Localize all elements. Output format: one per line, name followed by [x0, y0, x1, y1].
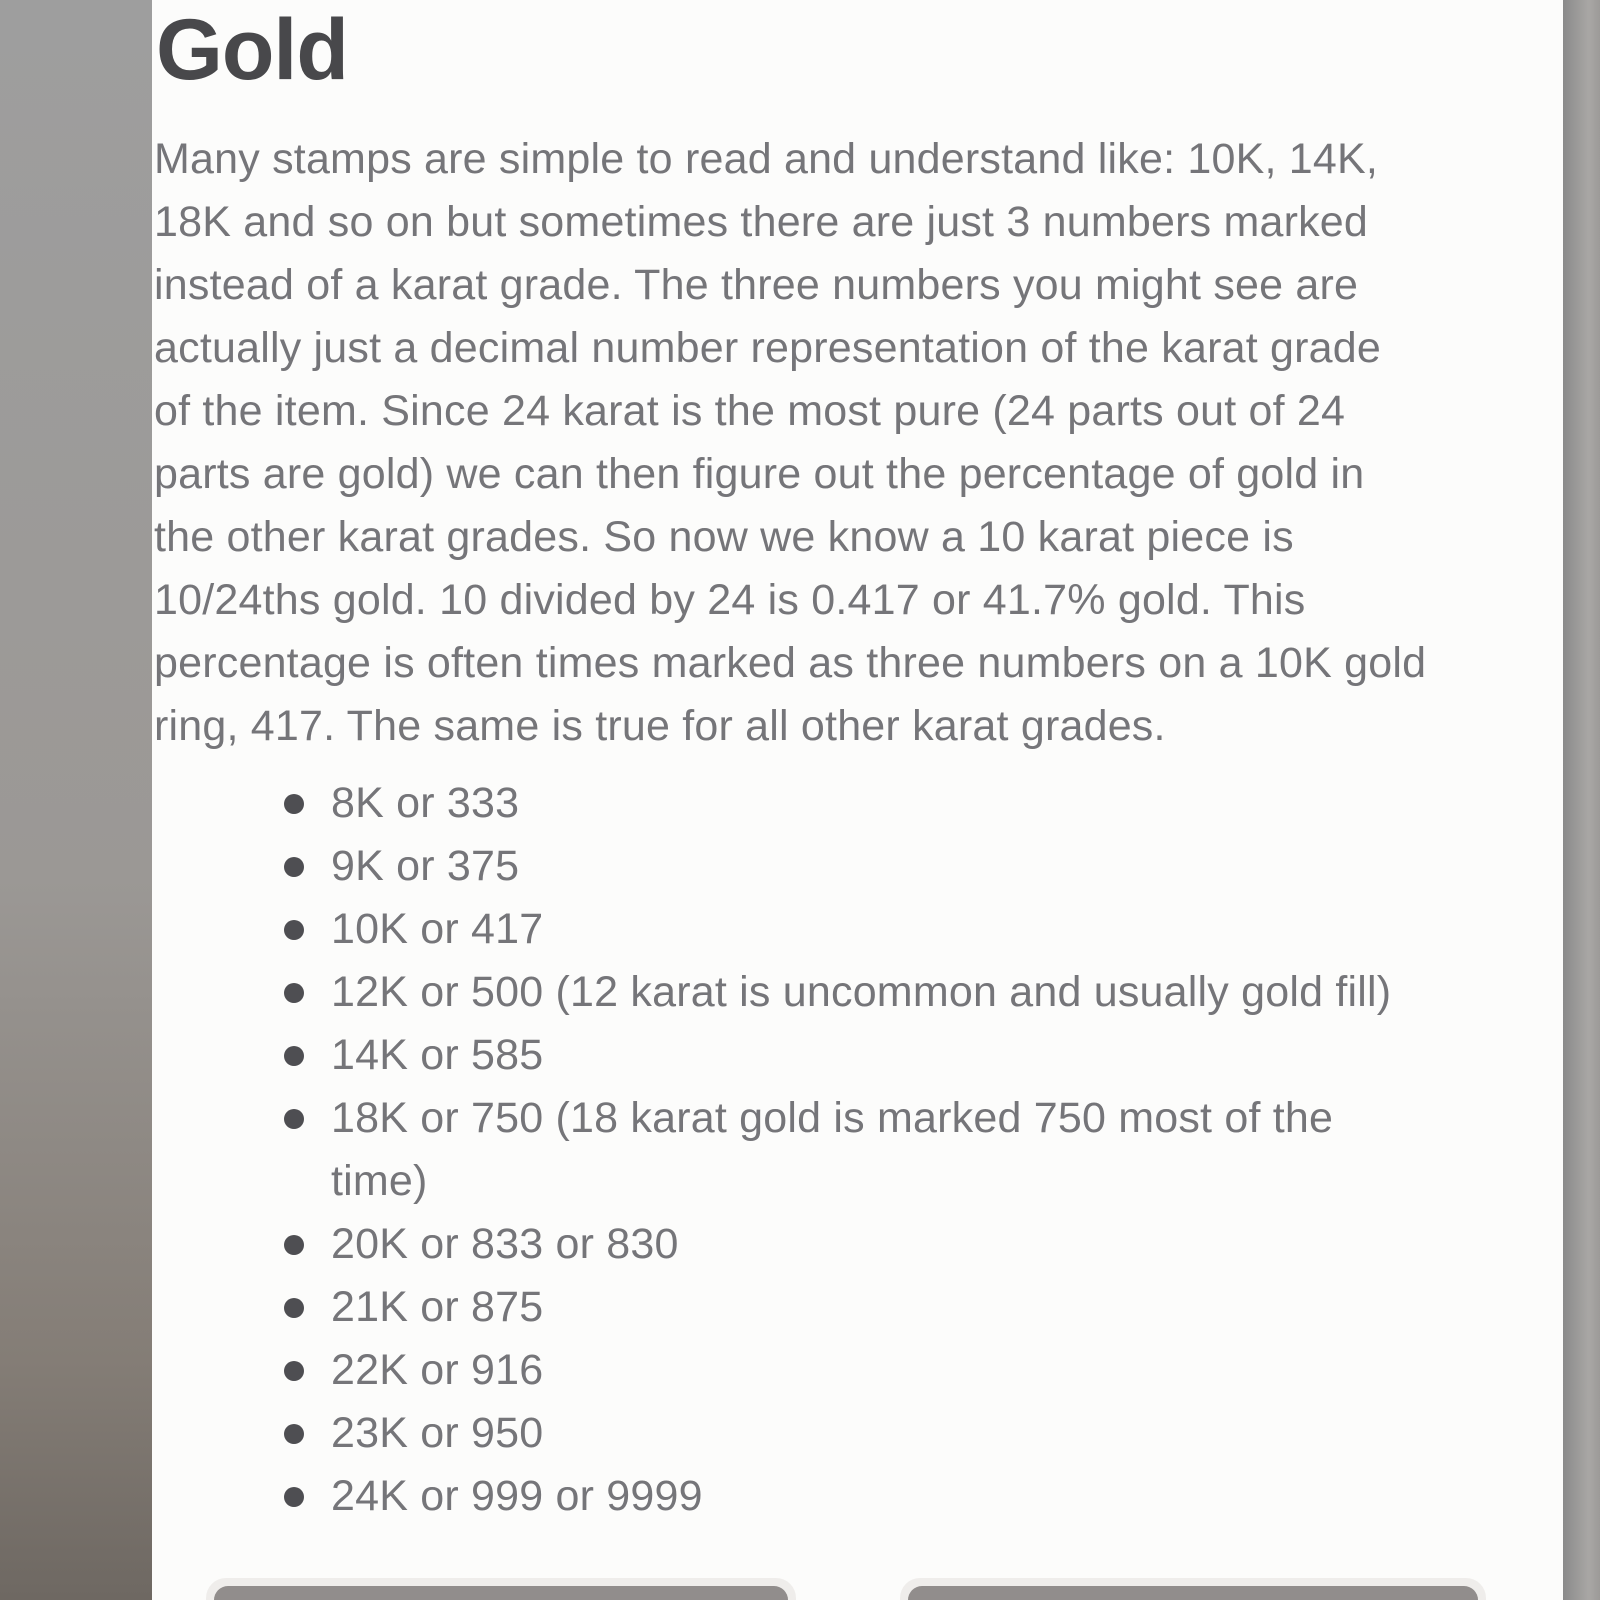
paragraph-line: of the item. Since 24 karat is the most pure (24 parts out of 24: [154, 387, 1346, 435]
paragraph-line: 18K and so on but sometimes there are just 3 numbers marked: [154, 198, 1369, 246]
list-item-text: 18K or 750 (18 karat gold is marked 750 most of the: [331, 1094, 1334, 1142]
right-gray-margin: [1563, 0, 1600, 1600]
left-gray-margin: [0, 0, 152, 1600]
paragraph-line: ring, 417. The same is true for all other karat grades.: [154, 702, 1166, 750]
bullet-icon: [284, 857, 304, 877]
list-item-text: 20K or 833 or 830: [331, 1220, 679, 1268]
bullet-icon: [284, 983, 304, 1003]
bullet-icon: [284, 1361, 304, 1381]
page-title: Gold: [156, 2, 348, 98]
bullet-icon: [284, 1487, 304, 1507]
bottom-right-button-halo: [900, 1578, 1486, 1600]
paragraph-line: the other karat grades. So now we know a 10 karat piece is: [154, 513, 1294, 561]
intro-paragraph: [154, 128, 1426, 758]
bullet-icon: [284, 1046, 304, 1066]
bottom-left-button-partial[interactable]: [214, 1586, 788, 1600]
paragraph-line: actually just a decimal number representation of the karat grade: [154, 324, 1382, 372]
bullet-icon: [284, 1109, 304, 1129]
list-item-text: 23K or 950: [331, 1409, 544, 1457]
bullet-icon: [284, 794, 304, 814]
article-panel: [152, 0, 1563, 1600]
paragraph-line: parts are gold) we can then figure out the percentage of gold in: [154, 450, 1365, 498]
list-item-text: time): [331, 1157, 428, 1205]
bullet-icon: [284, 920, 304, 940]
paragraph-line: Many stamps are simple to read and understand like: 10K, 14K,: [154, 135, 1379, 183]
paragraph-line: percentage is often times marked as three numbers on a 10K gold: [154, 639, 1427, 687]
list-item-text: 21K or 875: [331, 1283, 544, 1331]
bullet-icon: [284, 1235, 304, 1255]
paragraph-line: 10/24ths gold. 10 divided by 24 is 0.417 or 41.7% gold. This: [154, 576, 1306, 624]
list-item-text: 22K or 916: [331, 1346, 544, 1394]
bottom-right-button-partial[interactable]: [908, 1586, 1478, 1600]
paragraph-line: instead of a karat grade. The three numbers you might see are: [154, 261, 1359, 309]
list-item-text: 24K or 999 or 9999: [331, 1472, 703, 1520]
bullet-icon: [284, 1298, 304, 1318]
list-item-text: 8K or 333: [331, 779, 520, 827]
bullet-icon: [284, 1424, 304, 1444]
list-item-text: 12K or 500 (12 karat is uncommon and usually gold fill): [331, 968, 1392, 1016]
list-item-text: 14K or 585: [331, 1031, 544, 1079]
bottom-left-button-halo: [206, 1578, 796, 1600]
list-item-text: 9K or 375: [331, 842, 520, 890]
list-item-text: 10K or 417: [331, 905, 544, 953]
